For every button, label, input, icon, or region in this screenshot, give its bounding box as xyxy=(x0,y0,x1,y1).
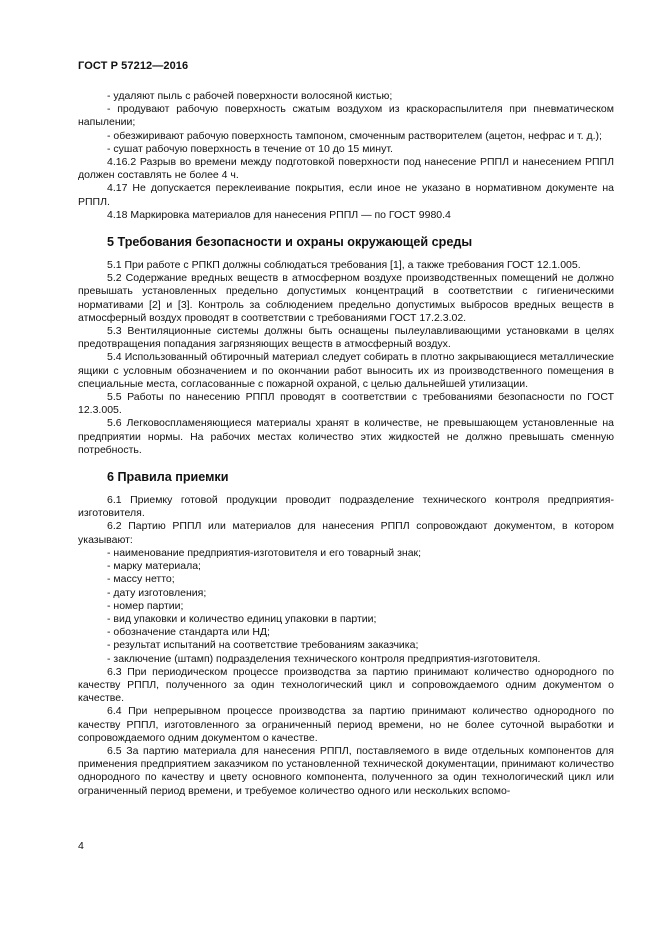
list-item: - обезжиривают рабочую поверхность тампоном, смоченным растворителем (ацетон, нефрас и т. д.); xyxy=(107,129,602,142)
list-item: - наименование предприятия-изготовителя и его товарный знак; xyxy=(107,546,422,559)
list-item: - массу нетто; xyxy=(107,573,175,586)
clause-6-3: 6.3 При периодическом процессе производства за партию принимают количество однородного по качеству РППЛ, полученного за один технологический цикл и сопровождаемого одним документом о качестве. xyxy=(78,665,614,705)
list-item: - марку материала; xyxy=(107,560,201,573)
list-item: - сушат рабочую поверхность в течение от 10 до 15 минут. xyxy=(107,142,393,155)
clause-5-5: 5.5 Работы по нанесению РППЛ проводят в соответствии с требованиями безопасности по ГОСТ 12.3.005. xyxy=(78,391,614,417)
list-item: - продувают рабочую поверхность сжатым воздухом из краскораспылителя при пневматическом напылении; xyxy=(78,103,614,129)
clause-6-1: 6.1 Приемку готовой продукции проводит подразделение технического контроля предприятия-изготовителя. xyxy=(78,494,614,520)
clause-4-16-2: 4.16.2 Разрыв во времени между подготовкой поверхности под нанесение РППЛ и нанесением РППЛ должен составлять не более 4 ч. xyxy=(78,156,614,182)
page-number: 4 xyxy=(78,840,84,852)
list-item: - номер партии; xyxy=(107,599,184,612)
list-item: - обозначение стандарта или НД; xyxy=(107,626,270,639)
list-item: - результат испытаний на соответствие требованиям заказчика; xyxy=(107,639,419,652)
clause-6-4: 6.4 При непрерывном процессе производства за партию принимают количество однородного по качеству РППЛ, изготовленного за ограниченный период времени, но не более суточной выработки и сопровождаемого одним документом о качестве. xyxy=(78,705,614,744)
document-id-header: ГОСТ Р 57212—2016 xyxy=(78,60,189,72)
list-item: - удаляют пыль с рабочей поверхности волосяной кистью; xyxy=(107,90,393,102)
clause-4-18: 4.18 Маркировка материалов для нанесения РППЛ — по ГОСТ 9980.4 xyxy=(107,208,451,221)
section-5-title: 5 Требования безопасности и охраны окружающей среды xyxy=(107,235,473,250)
section-6-title: 6 Правила приемки xyxy=(107,470,229,485)
list-item: - заключение (штамп) подразделения технического контроля предприятия-изготовителя. xyxy=(107,652,541,665)
clause-5-4: 5.4 Использованный обтирочный материал следует собирать в плотно закрывающиеся металлические ящики с условным обозначением и по окончании работ выносить их из производственного помещения в специальные места, согласованные с пожарной охраной, с целью дальнейшей утилизации. xyxy=(78,351,614,390)
clause-6-2: 6.2 Партию РППЛ или материалов для нанесения РППЛ сопровождают документом, в котором указывают: xyxy=(78,520,614,546)
list-item: - вид упаковки и количество единиц упаковки в партии; xyxy=(107,612,377,625)
clause-4-17: 4.17 Не допускается переклеивание покрытия, если иное не указано в нормативном документе на РППЛ. xyxy=(78,182,614,208)
clause-6-5: 6.5 За партию материала для нанесения РППЛ, поставляемого в виде отдельных компонентов для применения предприятием заказчиком по установленной технической документации, принимают количество однородного по качеству и цвету основного компонента, полученного за один технологический цикл или ограниченный период времени, и требуемое количество одного или нескольких вспомо- xyxy=(78,744,614,797)
list-item: - дату изготовления; xyxy=(107,586,207,599)
clause-5-1: 5.1 При работе с РПКП должны соблюдаться требования [1], а также требования ГОСТ 12.1.005. xyxy=(107,259,581,272)
document-body xyxy=(78,90,614,798)
clause-5-6: 5.6 Легковоспламеняющиеся материалы хранят в количестве, не превышающем установленные на предприятии нормы. На рабочих местах количество этих жидкостей не должно превышать сменную потребность. xyxy=(78,417,614,456)
clause-5-2: 5.2 Содержание вредных веществ в атмосферном воздухе производственных помещений не должно превышать установленных предельно допустимых концентраций в соответствии с гигиеническими нормативами [2] и [3]. Контроль за соблюдением предельно допустимых выбросов вредных веществ в атмосферный воздух проводят в соответствии с требованиями ГОСТ 17.2.3.02. xyxy=(78,272,614,324)
clause-5-3: 5.3 Вентиляционные системы должны быть оснащены пылеулавливающими установками в целях предотвращения попадания загрязняющих веществ в атмосферный воздух. xyxy=(78,325,614,351)
